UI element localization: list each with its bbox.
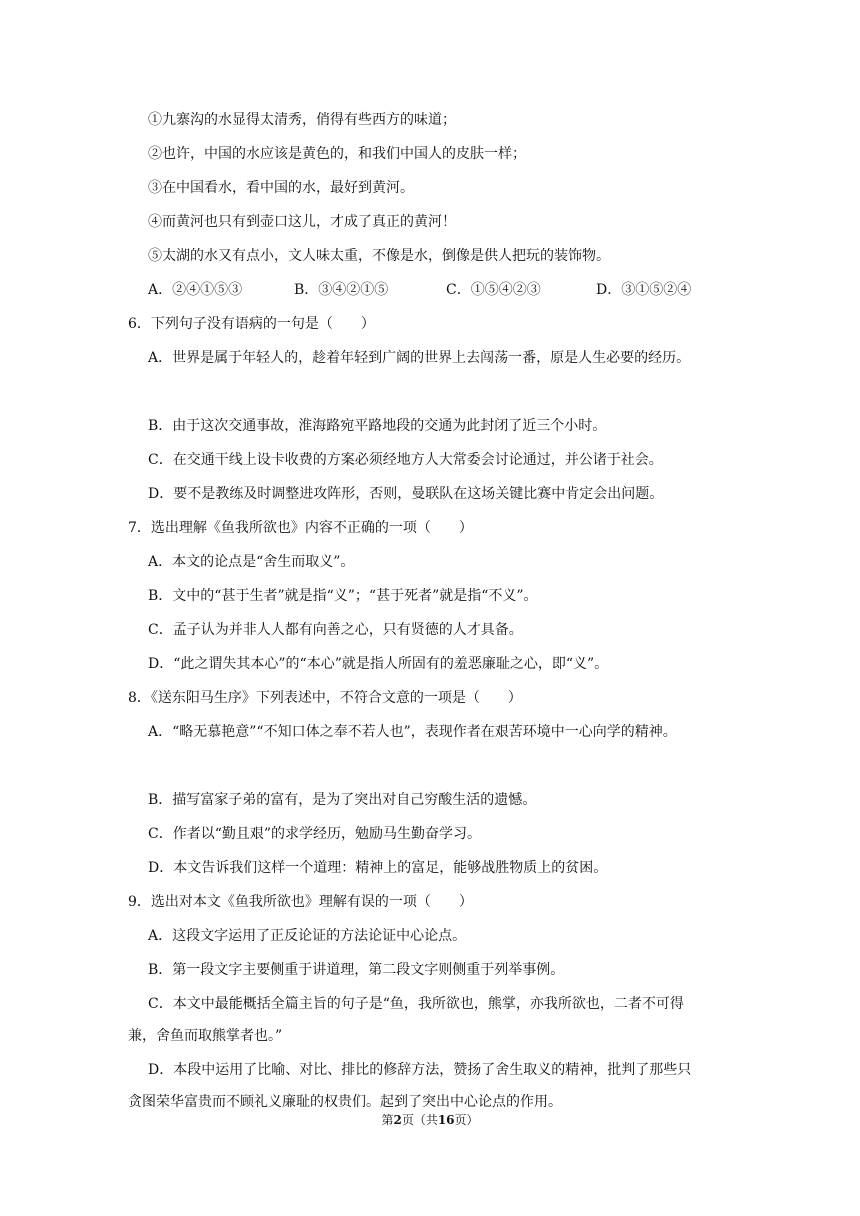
- q9-option-c-line2: 兼，舍鱼而取熊掌者也。”: [128, 1028, 283, 1044]
- footer-page-number: 2: [393, 1113, 402, 1127]
- q8-option-b: B．描写富家子弟的富有，是为了突出对自己穷酸生活的遗憾。: [148, 792, 537, 808]
- page-footer: [0, 1112, 860, 1128]
- footer-prefix: 第: [381, 1113, 394, 1127]
- q7-option-c: C．孟子认为并非人人都有向善之心，只有贤德的人才具备。: [148, 622, 523, 638]
- footer-middle: 页（共: [401, 1113, 438, 1127]
- q5-item-4: ④而黄河也只有到壶口这儿，才成了真正的黄河！: [148, 214, 456, 230]
- q6-stem: 6．下列句子没有语病的一句是（ ）: [128, 316, 375, 332]
- q5-options: [148, 280, 691, 300]
- q8-option-d: D．本文告诉我们这样一个道理：精神上的富足，能够战胜物质上的贫困。: [148, 860, 608, 876]
- q7-option-d: D．“此之谓失其本心”的“本心”就是指人所固有的羞恶廉耻之心，即“义”。: [148, 656, 609, 672]
- q5-item-2: ②也许，中国的水应该是黄色的，和我们中国人的皮肤一样；: [148, 146, 526, 162]
- q9-option-c-line1: C．本文中最能概括全篇主旨的句子是“鱼，我所欲也，熊掌，亦我所欲也，二者不可得: [148, 996, 684, 1012]
- q8-option-c: C．作者以“勤且艰”的求学经历，勉励马生勤奋学习。: [148, 826, 482, 842]
- q5-item-3: ③在中国看水，看中国的水，最好到黄河。: [148, 180, 414, 196]
- q5-option-d: D．③①⑤②④: [596, 282, 692, 298]
- q9-option-d-line1: D．本段中运用了比喻、对比、排比的修辞方法，赞扬了舍生取义的精神，批判了那些只: [148, 1062, 692, 1078]
- q8-option-a: A．“略无慕艳意”“不知口体之奉不若人也”，表现作者在艰苦环境中一心向学的精神。: [148, 724, 677, 740]
- q5-item-5: ⑤太湖的水又有点小，文人味太重，不像是水，倒像是供人把玩的装饰物。: [148, 248, 610, 264]
- q6-option-a: A．世界是属于年轻人的，趁着年轻到广阔的世界上去闯荡一番，原是人生必要的经历。: [148, 350, 691, 366]
- q8-stem: 8．《送东阳马生序》下列表述中，不符合文意的一项是（ ）: [128, 690, 522, 706]
- q9-option-b: B．第一段文字主要侧重于讲道理，第二段文字则侧重于列举事例。: [148, 962, 565, 978]
- q6-option-c: C．在交通干线上设卡收费的方案必须经地方人大常委会讨论通过，并公诸于社会。: [148, 452, 663, 468]
- q5-option-a: A．②④①⑤③: [148, 282, 243, 298]
- footer-total-pages: 16: [437, 1113, 455, 1127]
- q9-stem: 9．选出对本文《鱼我所欲也》理解有误的一项（ ）: [128, 894, 473, 910]
- footer-suffix: 页）: [454, 1113, 479, 1127]
- q6-option-b: B．由于这次交通事故，淮海路宛平路地段的交通为此封闭了近三个小时。: [148, 418, 607, 434]
- q6-option-d: D．要不是教练及时调整进攻阵形，否则，曼联队在这场关键比赛中肯定会出问题。: [148, 486, 664, 502]
- q9-option-a: A．这段文字运用了正反论证的方法论证中心论点。: [148, 928, 467, 944]
- q5-option-b: B．③④②①⑤: [294, 282, 389, 298]
- q9-option-d-line2: 贪图荣华富贵而不顾礼义廉耻的权贵们。起到了突出中心论点的作用。: [128, 1094, 562, 1110]
- q7-stem: 7．选出理解《鱼我所欲也》内容不正确的一项（ ）: [128, 520, 473, 536]
- q7-option-a: A．本文的论点是“舍生而取义”。: [148, 554, 355, 570]
- q5-option-c: C．①⑤④②③: [446, 282, 541, 298]
- q7-option-b: B．文中的“甚于生者”就是指“义”；“甚于死者”就是指“不义”。: [148, 588, 538, 604]
- q5-item-1: ①九寨沟的水显得太清秀，俏得有些西方的味道；: [148, 112, 456, 128]
